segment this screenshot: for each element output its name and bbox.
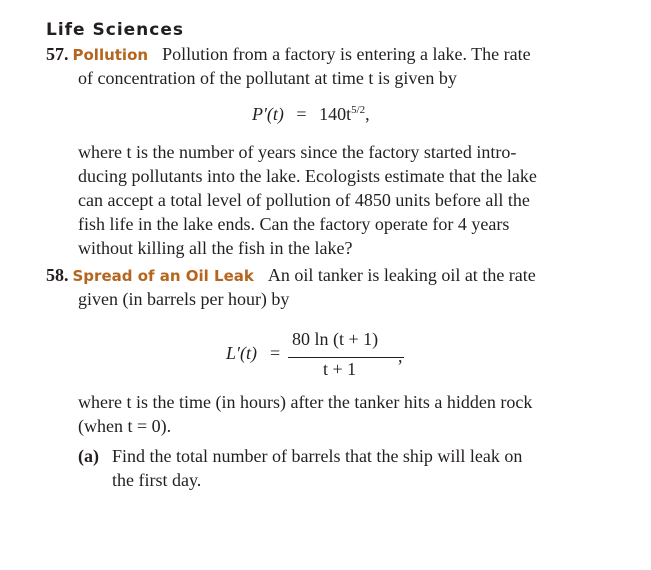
problem-58-equation-equals: =	[270, 343, 281, 363]
problem-57-body-line: fish life in the lake ends. Can the factory operate for 4 years	[78, 214, 510, 234]
problem-57-equation-coef: 140t	[319, 104, 352, 124]
problem-57-body-line: without killing all the fish in the lake?	[78, 238, 353, 258]
problem-57-number: 57.	[46, 44, 69, 64]
problem-58-equation-tail: ,	[398, 346, 403, 366]
problem-57-body-line: can accept a total level of pollution of 4850 units before all the	[78, 190, 530, 210]
problem-58-number: 58.	[46, 265, 69, 285]
problem-58-equation-lhs: L′(t)	[226, 343, 257, 363]
problem-58-part-a-line-2: the first day.	[112, 470, 202, 490]
problem-58-part-a-label	[78, 444, 99, 468]
problem-57-equation-exponent: 5/2	[351, 104, 366, 116]
section-title: Life Sciences	[46, 20, 185, 40]
problem-58-part-a-line-1: Find the total number of barrels that the ship will leak on	[112, 446, 523, 466]
part-a-label: (a)	[78, 446, 99, 466]
problem-58-numerator: 80 ln (t + 1)	[292, 329, 379, 349]
problem-57-line-2: of concentration of the pollutant at time t is given by	[78, 68, 457, 88]
problem-57-keyword: Pollution	[72, 46, 149, 64]
problem-58-denominator: t + 1	[323, 359, 357, 379]
problem-57-body-line: where t is the number of years since the factory started intro-	[78, 142, 517, 162]
problem-57-body-line: ducing pollutants into the lake. Ecologists estimate that the lake	[78, 166, 537, 186]
problem-57-equation-lhs: P′(t)	[252, 104, 284, 124]
problem-58-keyword: Spread of an Oil Leak	[72, 267, 254, 285]
problem-57-first-line	[46, 42, 531, 67]
problem-58-line-2: given (in barrels per hour) by	[78, 289, 290, 309]
problem-58-line-1: An oil tanker is leaking oil at the rate	[267, 265, 536, 285]
problem-58-first-line	[46, 263, 536, 288]
problem-57-equation-equals: =	[296, 104, 307, 124]
fraction-bar	[288, 357, 404, 358]
problem-58-body-line: where t is the time (in hours) after the tanker hits a hidden rock	[78, 392, 533, 412]
problem-57-equation	[252, 104, 370, 125]
problem-57-line-1: Pollution from a factory is entering a lake. The rate	[162, 44, 531, 64]
problem-58-body-line: (when t = 0).	[78, 416, 172, 436]
problem-57-equation-tail: ,	[365, 104, 370, 124]
